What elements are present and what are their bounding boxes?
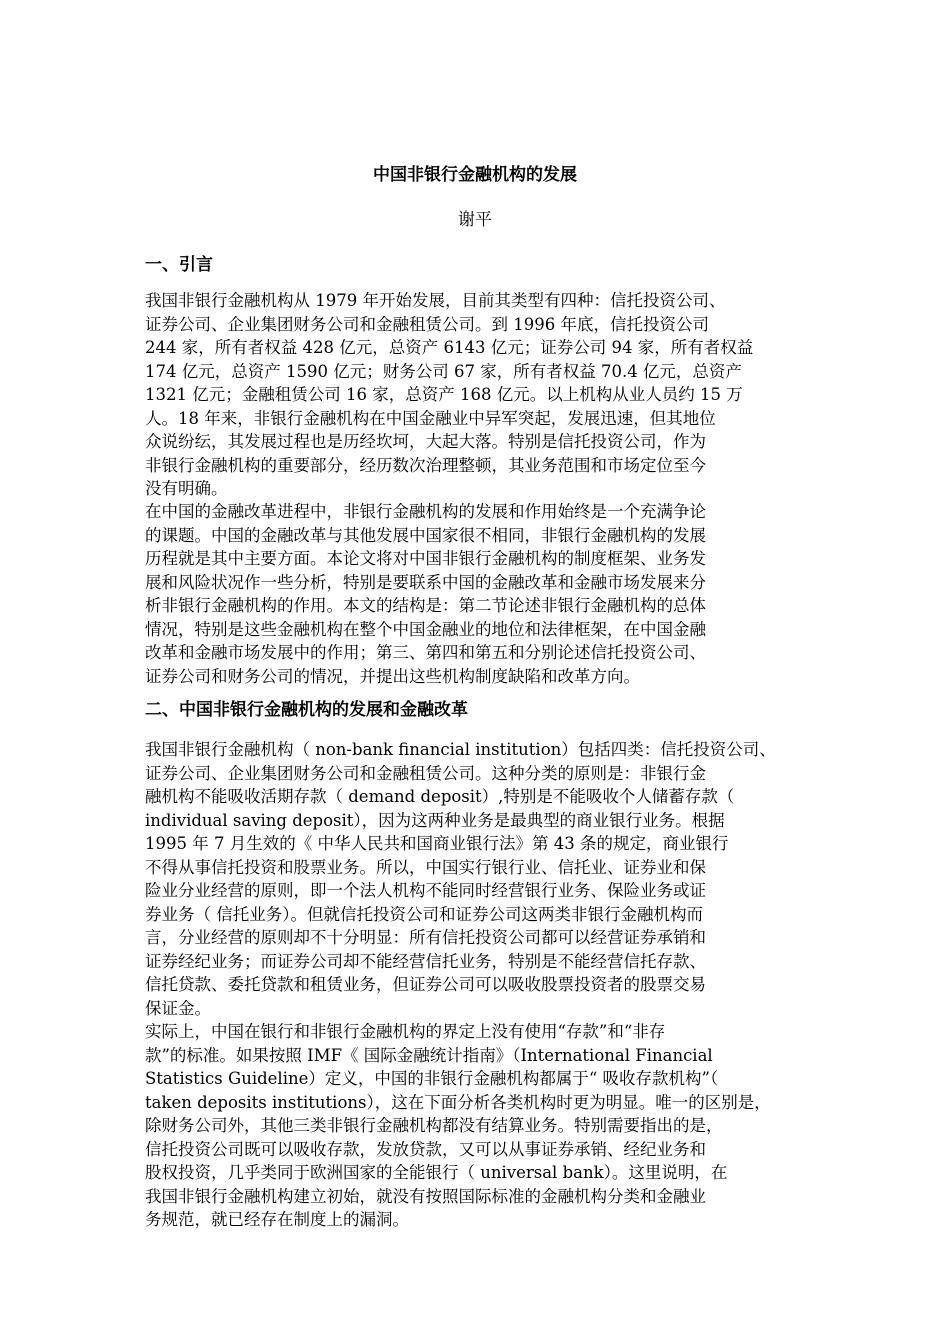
text-line: 我国非银行金融机构建立初始，就没有按照国际标准的金融机构分类和金融业	[145, 1186, 706, 1206]
text-line: 务规范，就已经存在制度上的漏洞。	[145, 1210, 409, 1229]
text-line: 证券公司、企业集团财务公司和金融租赁公司。这种分类的原则是：非银行金	[145, 763, 706, 783]
text-line: 不得从事信托投资和股票业务。所以，中国实行银行业、信托业、证券业和保	[145, 857, 706, 877]
text-line: 1995 年 7 月生效的《 中华人民共和国商业银行法》第 43 条的规定，商业银行	[145, 834, 729, 853]
text-line: 众说纷纭，其发展过程也是历经坎坷，大起大落。特别是信托投资公司，作为	[145, 432, 706, 451]
paragraph-intro-1	[145, 289, 825, 501]
text-line: 信托投资公司既可以吸收存款，发放贷款，又可以从事证券承销、经纪业务和	[145, 1139, 706, 1159]
paragraph-reform-2	[145, 1020, 825, 1232]
text-line: Statistics Guideline）定义，中国的非银行金融机构都属于“ 吸收存款机构”（	[145, 1069, 719, 1088]
text-line: 非银行金融机构的重要部分，经历数次治理整顿，其业务范围和市场定位至今	[145, 455, 706, 475]
text-line: 实际上，中国在银行和非银行金融机构的界定上没有使用“存款”和“非存	[145, 1022, 666, 1041]
section-heading-financial-reform: 二、中国非银行金融机构的发展和金融改革	[145, 700, 468, 720]
text-line: 融机构不能吸收活期存款（ demand deposit）,特别是不能吸收个人储蓄存款（	[145, 787, 735, 806]
text-line: 174 亿元，总资产 1590 亿元；财务公司 67 家，所有者权益 70.4 亿元，总资产	[145, 361, 742, 381]
text-line: 我国非银行金融机构（ non-bank financial institution）包括四类：信托投资公司、	[145, 740, 776, 759]
text-line: 券业务（ 信托业务）。但就信托投资公司和证券公司这两类非银行金融机构而	[145, 904, 703, 924]
paragraph-intro-2	[145, 500, 825, 688]
document-author: 谢平	[458, 210, 492, 230]
text-line: 情况，特别是这些金融机构在整个中国金融业的地位和法律框架，在中国金融	[145, 619, 706, 639]
text-line: 展和风险状况作一些分析，特别是要联系中国的金融改革和金融市场发展来分	[145, 572, 706, 592]
text-line: 人。18 年来，非银行金融机构在中国金融业中异军突起，发展迅速，但其地位	[145, 408, 716, 428]
text-line: 款”的标准。如果按照 IMF《 国际金融统计指南》（International Financial	[145, 1045, 713, 1065]
text-line: 244 家，所有者权益 428 亿元，总资产 6143 亿元；证券公司 94 家，所有者权益	[145, 338, 754, 357]
text-line: 股权投资，几乎类同于欧洲国家的全能银行（ universal bank）。这里说明，在	[145, 1163, 728, 1182]
text-line: 改革和金融市场发展中的作用；第三、第四和第五和分别论述信托投资公司、	[145, 643, 706, 662]
text-line: 没有明确。	[145, 479, 228, 498]
text-line: 在中国的金融改革进程中，非银行金融机构的发展和作用始终是一个充满争论	[145, 502, 706, 521]
text-line: 保证金。	[145, 998, 211, 1018]
paragraph-reform-1	[145, 738, 825, 1020]
text-line: 历程就是其中主要方面。本论文将对中国非银行金融机构的制度框架、业务发	[145, 549, 706, 568]
text-line: 析非银行金融机构的作用。本文的结构是：第二节论述非银行金融机构的总体	[145, 596, 706, 615]
text-line: taken deposits institutions），这在下面分析各类机构时更为明显。唯一的区别是，	[145, 1092, 771, 1112]
document-title: 中国非银行金融机构的发展	[373, 165, 577, 185]
text-line: 我国非银行金融机构从 1979 年开始发展，目前其类型有四种：信托投资公司、	[145, 291, 726, 310]
text-line: 证券公司、企业集团财务公司和金融租赁公司。到 1996 年底，信托投资公司	[145, 314, 709, 334]
text-line: 的课题。中国的金融改革与其他发展中国家很不相同，非银行金融机构的发展	[145, 525, 706, 545]
text-line: 证券公司和财务公司的情况，并提出这些机构制度缺陷和改革方向。	[145, 666, 640, 686]
text-line: 险业分业经营的原则，即一个法人机构不能同时经营银行业务、保险业务或证	[145, 881, 706, 900]
text-line: individual saving deposit），因为这两种业务是最典型的商业银行业务。根据	[145, 810, 725, 830]
text-line: 1321 亿元；金融租赁公司 16 家，总资产 168 亿元。以上机构从业人员约 15 万	[145, 385, 743, 404]
text-line: 除财务公司外，其他三类非银行金融机构都没有结算业务。特别需要指出的是，	[145, 1116, 723, 1135]
text-line: 言，分业经营的原则却不十分明显：所有信托投资公司都可以经营证券承销和	[145, 928, 706, 947]
text-line: 证券经纪业务；而证券公司却不能经营信托业务，特别是不能经营信托存款、	[145, 951, 706, 971]
text-line: 信托贷款、委托贷款和租赁业务，但证券公司可以吸收股票投资者的股票交易	[145, 975, 706, 994]
section-heading-introduction: 一、引言	[145, 255, 213, 275]
